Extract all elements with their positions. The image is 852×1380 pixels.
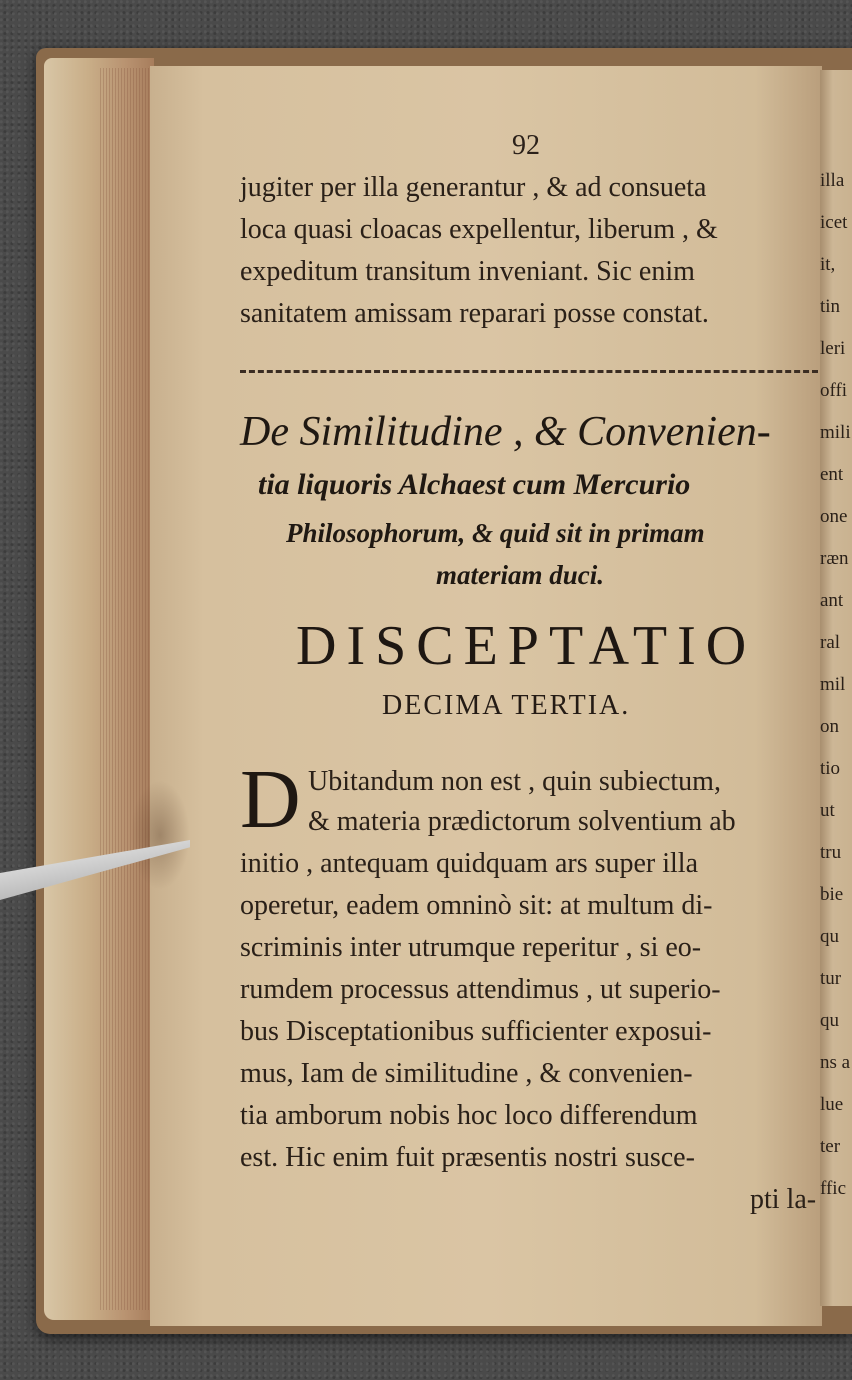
chapter-subheading: DECIMA TERTIA.	[382, 690, 631, 721]
text-line: jugiter per illa generantur , & ad consueta	[240, 172, 707, 203]
facing-page-fragment: leri	[820, 338, 846, 359]
facing-page-fragment: ant	[820, 590, 844, 611]
facing-page-fragment: tru	[820, 842, 842, 863]
facing-page-fragment: illa	[820, 170, 845, 191]
text-line: sanitatem amissam reparari posse constat.	[240, 298, 709, 329]
section-title-line: tia liquoris Alchaest cum Mercurio	[258, 468, 691, 501]
text-line: expeditum transitum inveniant. Sic enim	[240, 256, 695, 287]
facing-page-fragment: tio	[820, 758, 841, 779]
section-divider	[240, 370, 818, 373]
text-line: rumdem processus attendimus , ut superio-	[240, 974, 721, 1005]
facing-page-fragment: on	[820, 716, 839, 737]
page-stain	[130, 780, 190, 890]
text-line: Ubitandum non est , quin subiectum,	[308, 766, 721, 797]
facing-page-fragment: ræn	[820, 548, 849, 569]
section-title-line: Philosophorum, & quid sit in primam	[286, 518, 705, 548]
text-line: bus Disceptationibus sufficienter exposui-	[240, 1016, 712, 1047]
page-number: 92	[512, 130, 540, 161]
page-block-edge	[44, 58, 154, 1320]
catchword: pti la-	[750, 1184, 817, 1215]
facing-page-fragment: tur	[820, 968, 842, 989]
facing-page-fragment: bie	[820, 884, 844, 905]
facing-page-fragment: offi	[820, 380, 848, 401]
drop-cap: D	[240, 753, 301, 846]
facing-page-fragment: qu	[820, 1010, 839, 1031]
text-line: mus, Iam de similitudine , & convenien-	[240, 1058, 693, 1089]
facing-page-fragment: ns a	[820, 1052, 851, 1073]
facing-page-fragment: tin	[820, 296, 841, 317]
facing-page-fragment: ter	[820, 1136, 841, 1157]
facing-page-fragment: mil	[820, 674, 846, 695]
chapter-heading: DISCEPTATIO	[296, 615, 757, 677]
text-line: tia amborum nobis hoc loco differendum	[240, 1100, 698, 1131]
facing-page-fragment: qu	[820, 926, 839, 947]
text-line: & materia prædictorum solventium ab	[308, 806, 736, 837]
facing-page-fragment: ent	[820, 464, 844, 485]
text-line: operetur, eadem omninò sit: at multum di-	[240, 890, 713, 921]
text-line: scriminis inter utrumque reperitur , si eo-	[240, 932, 702, 963]
facing-page-fragment: mili	[820, 422, 851, 443]
facing-page-edge	[820, 70, 852, 1306]
section-title-line: materiam duci.	[436, 560, 604, 590]
facing-page-fragment: ral	[820, 632, 841, 653]
facing-page-fragment: icet	[820, 212, 848, 233]
section-title-line: De Similitudine , & Convenien-	[240, 409, 771, 455]
facing-page-fragment: ut	[820, 800, 835, 821]
facing-page-fragment: lue	[820, 1094, 844, 1115]
facing-page-fragment: it,	[820, 254, 836, 275]
text-line: loca quasi cloacas expellentur, liberum , &	[240, 214, 718, 245]
facing-page-fragment: ffic	[820, 1178, 847, 1199]
text-line: est. Hic enim fuit præsentis nostri susce-	[240, 1142, 695, 1173]
text-line: initio , antequam quidquam ars super illa	[240, 848, 699, 879]
facing-page-fragment: one	[820, 506, 848, 527]
